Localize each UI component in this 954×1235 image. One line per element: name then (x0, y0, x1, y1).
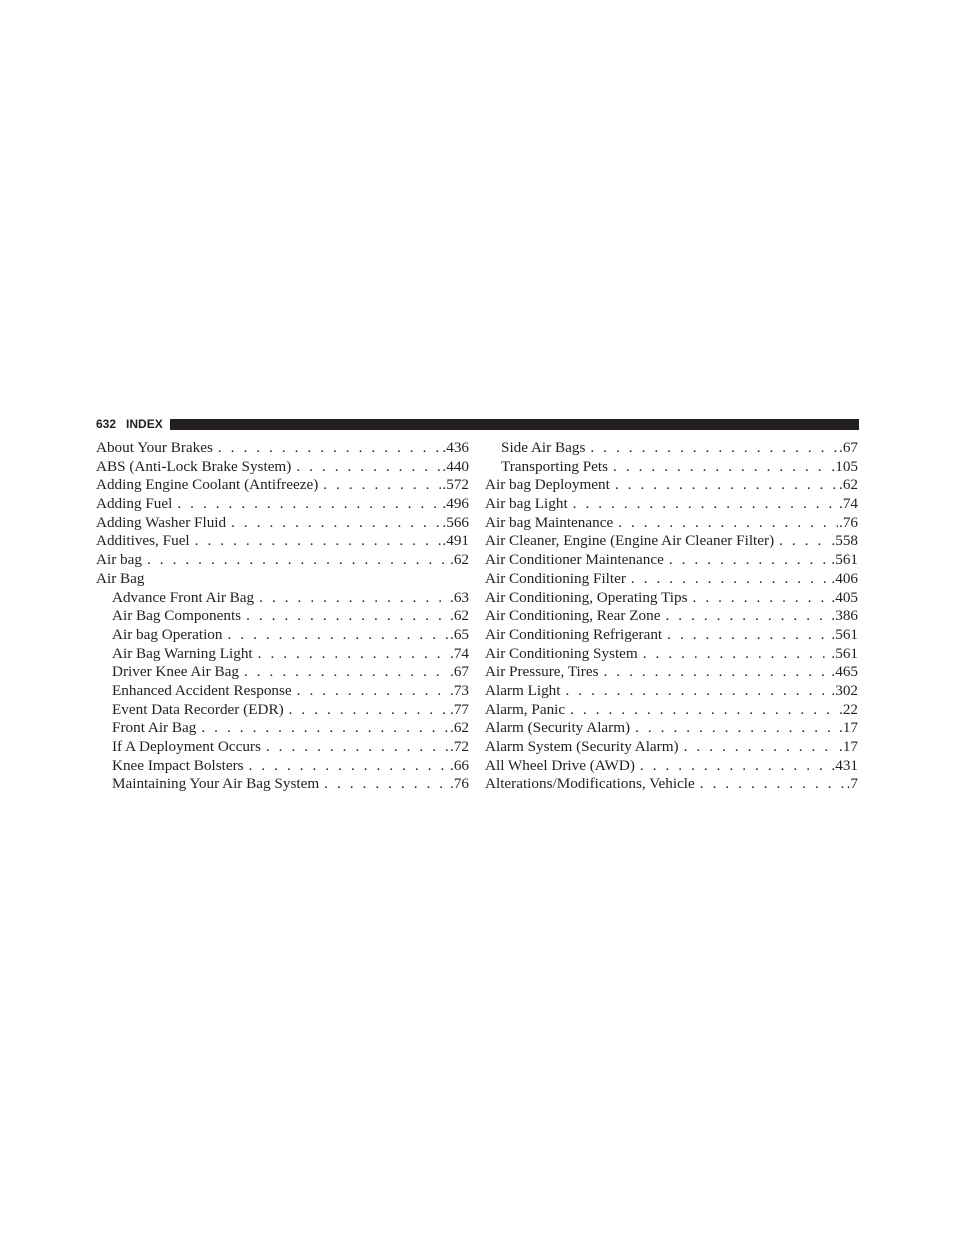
index-page-number: .62 (450, 551, 469, 569)
index-page-number: .561 (831, 551, 858, 569)
index-term: Air Conditioning System (485, 644, 638, 662)
index-term: Air Bag (96, 569, 145, 587)
index-entry (485, 663, 858, 682)
index-term: Alarm (Security Alarm) (485, 719, 631, 737)
index-term: Air Conditioner Maintenance (485, 551, 664, 569)
index-page-number: .65 (450, 625, 469, 643)
dot-leader (566, 682, 831, 701)
index-term: Air bag Maintenance (485, 513, 614, 531)
index-entry (485, 757, 858, 776)
index-term: Air Conditioning Refrigerant (485, 625, 663, 643)
index-term: Alarm Light (485, 681, 561, 699)
index-entry (485, 589, 858, 608)
index-page-number: .17 (839, 738, 858, 755)
index-entry (96, 476, 469, 495)
dot-leader (667, 626, 830, 645)
index-page-number: .73 (450, 681, 469, 699)
index-page-number: .66 (450, 756, 469, 774)
index-entry (96, 532, 469, 551)
index-page-number: .62 (450, 719, 469, 737)
index-entry (485, 476, 858, 495)
dot-leader (684, 738, 838, 757)
index-term: Driver Knee Air Bag (112, 663, 239, 681)
index-entry (96, 458, 469, 477)
dot-leader (570, 701, 838, 720)
index-page-number: .63 (450, 588, 469, 606)
index-term: Adding Fuel (96, 495, 173, 513)
index-term: Air Bag Components (112, 607, 242, 625)
index-entry (96, 551, 469, 570)
index-entry (485, 495, 858, 514)
index-entry (96, 570, 469, 589)
index-subentry (96, 682, 469, 701)
index-page-number: .76 (450, 775, 469, 793)
index-column-right (485, 439, 858, 794)
index-page-number: .7 (846, 775, 858, 793)
page-header (96, 417, 859, 432)
index-term: Air Conditioning Filter (485, 569, 626, 587)
index-page-number: .77 (450, 700, 469, 718)
index-term: About Your Brakes (96, 439, 213, 456)
index-term: All Wheel Drive (AWD) (485, 756, 635, 774)
index-page-number: .431 (831, 756, 858, 774)
index-entry (485, 626, 858, 645)
dot-leader (259, 589, 449, 608)
index-entry (485, 682, 858, 701)
index-page-number: .74 (839, 495, 858, 513)
dot-leader (700, 775, 846, 794)
index-term: Air Conditioning, Operating Tips (485, 588, 688, 606)
index-entry (485, 532, 858, 551)
dot-leader (258, 645, 449, 664)
index-term: Air Pressure, Tires (485, 663, 599, 681)
dot-leader (324, 775, 449, 794)
index-subentry (96, 738, 469, 757)
index-page-number: .436 (442, 439, 469, 456)
dot-leader (228, 626, 450, 645)
index-term: Air Cleaner, Engine (Engine Air Cleaner Filter) (485, 532, 775, 550)
index-page-number: .74 (450, 644, 469, 662)
index-page-number: .572 (442, 476, 469, 494)
index-page-number: .22 (839, 700, 858, 718)
index-page-number: .17 (839, 719, 858, 737)
index-entry (485, 551, 858, 570)
dot-leader (615, 476, 838, 495)
dot-leader (323, 476, 441, 495)
index-page-number: .561 (831, 644, 858, 662)
dot-leader (231, 514, 441, 533)
dot-leader (590, 439, 838, 458)
index-term: Side Air Bags (501, 439, 586, 456)
index-term: Air bag Light (485, 495, 568, 513)
index-term: Air Bag Warning Light (112, 644, 253, 662)
dot-leader (195, 532, 442, 551)
index-term: If A Deployment Occurs (112, 738, 261, 755)
dot-leader (613, 458, 830, 477)
index-page-number: .558 (831, 532, 858, 550)
index-entry (96, 514, 469, 533)
dot-leader (643, 645, 831, 664)
index-entry (96, 495, 469, 514)
dot-leader (669, 551, 831, 570)
index-term: Alterations/Modifications, Vehicle (485, 775, 695, 793)
index-page-number: .561 (831, 625, 858, 643)
index-page-number: .62 (450, 607, 469, 625)
section-title: INDEX (126, 417, 163, 431)
dot-leader (266, 738, 449, 757)
index-term: Adding Engine Coolant (Antifreeze) (96, 476, 319, 494)
header-rule-bar (170, 419, 859, 430)
index-page-number: .440 (442, 457, 469, 475)
dot-leader (147, 551, 449, 570)
index-subentry (96, 589, 469, 608)
index-entry (485, 719, 858, 738)
index-page-number: .105 (831, 457, 858, 475)
index-subentry (96, 775, 469, 794)
index-term: Advance Front Air Bag (112, 588, 255, 606)
index-subentry (96, 757, 469, 776)
dot-leader (665, 607, 830, 626)
index-subentry (96, 645, 469, 664)
dot-leader (604, 663, 831, 682)
index-subentry (485, 458, 858, 477)
dot-leader (289, 701, 449, 720)
index-subentry (96, 626, 469, 645)
index-page-number: .76 (839, 513, 858, 531)
index-page-number: .405 (831, 588, 858, 606)
index-entry (485, 514, 858, 533)
dot-leader (249, 757, 449, 776)
index-term: Air bag Deployment (485, 476, 610, 494)
dot-leader (693, 589, 831, 608)
index-term: Air Conditioning, Rear Zone (485, 607, 661, 625)
index-page-number: .465 (831, 663, 858, 681)
page-number: 632 (96, 417, 117, 431)
index-term: Air bag (96, 551, 142, 569)
index-page-number: .67 (839, 439, 858, 456)
dot-leader (296, 458, 441, 477)
dot-leader (573, 495, 838, 514)
index-subentry (96, 701, 469, 720)
index-subentry (96, 663, 469, 682)
index-entry (485, 775, 858, 794)
dot-leader (618, 514, 838, 533)
dot-leader (201, 719, 449, 738)
index-page-number: .72 (450, 738, 469, 755)
index-term: Adding Washer Fluid (96, 513, 227, 531)
index-term: Alarm System (Security Alarm) (485, 738, 679, 755)
dot-leader (246, 607, 449, 626)
index-entry (485, 738, 858, 757)
index-term: Knee Impact Bolsters (112, 756, 244, 774)
index-entry (96, 439, 469, 458)
index-term: Alarm, Panic (485, 700, 566, 718)
index-subentry (96, 719, 469, 738)
dot-leader (635, 719, 838, 738)
index-page-number: .491 (442, 532, 469, 550)
index-page-number: .62 (839, 476, 858, 494)
index-term: Air bag Operation (112, 625, 223, 643)
index-term: Additives, Fuel (96, 532, 190, 550)
dot-leader (631, 570, 831, 589)
index-term: ABS (Anti-Lock Brake System) (96, 457, 292, 475)
dot-leader (297, 682, 449, 701)
index-subentry (485, 439, 858, 458)
dot-leader (218, 439, 442, 458)
index-term: Enhanced Accident Response (112, 681, 292, 699)
index-page-number: .386 (831, 607, 858, 625)
dot-leader (177, 495, 441, 514)
index-page-number: .302 (831, 681, 858, 699)
index-page-number: .566 (442, 513, 469, 531)
index-page-number: .67 (450, 663, 469, 681)
index-entry (485, 645, 858, 664)
index-term: Transporting Pets (501, 457, 609, 475)
dot-leader (244, 663, 449, 682)
dot-leader (640, 757, 831, 776)
index-term: Maintaining Your Air Bag System (112, 775, 320, 793)
index-column-left (96, 439, 469, 794)
index-entry (485, 570, 858, 589)
index-entry (485, 701, 858, 720)
dot-leader (779, 532, 830, 551)
index-entry (485, 607, 858, 626)
index-page-number: .406 (831, 569, 858, 587)
index-term: Event Data Recorder (EDR) (112, 700, 284, 718)
index-page-number: .496 (442, 495, 469, 513)
index-term: Front Air Bag (112, 719, 197, 737)
index-subentry (96, 607, 469, 626)
